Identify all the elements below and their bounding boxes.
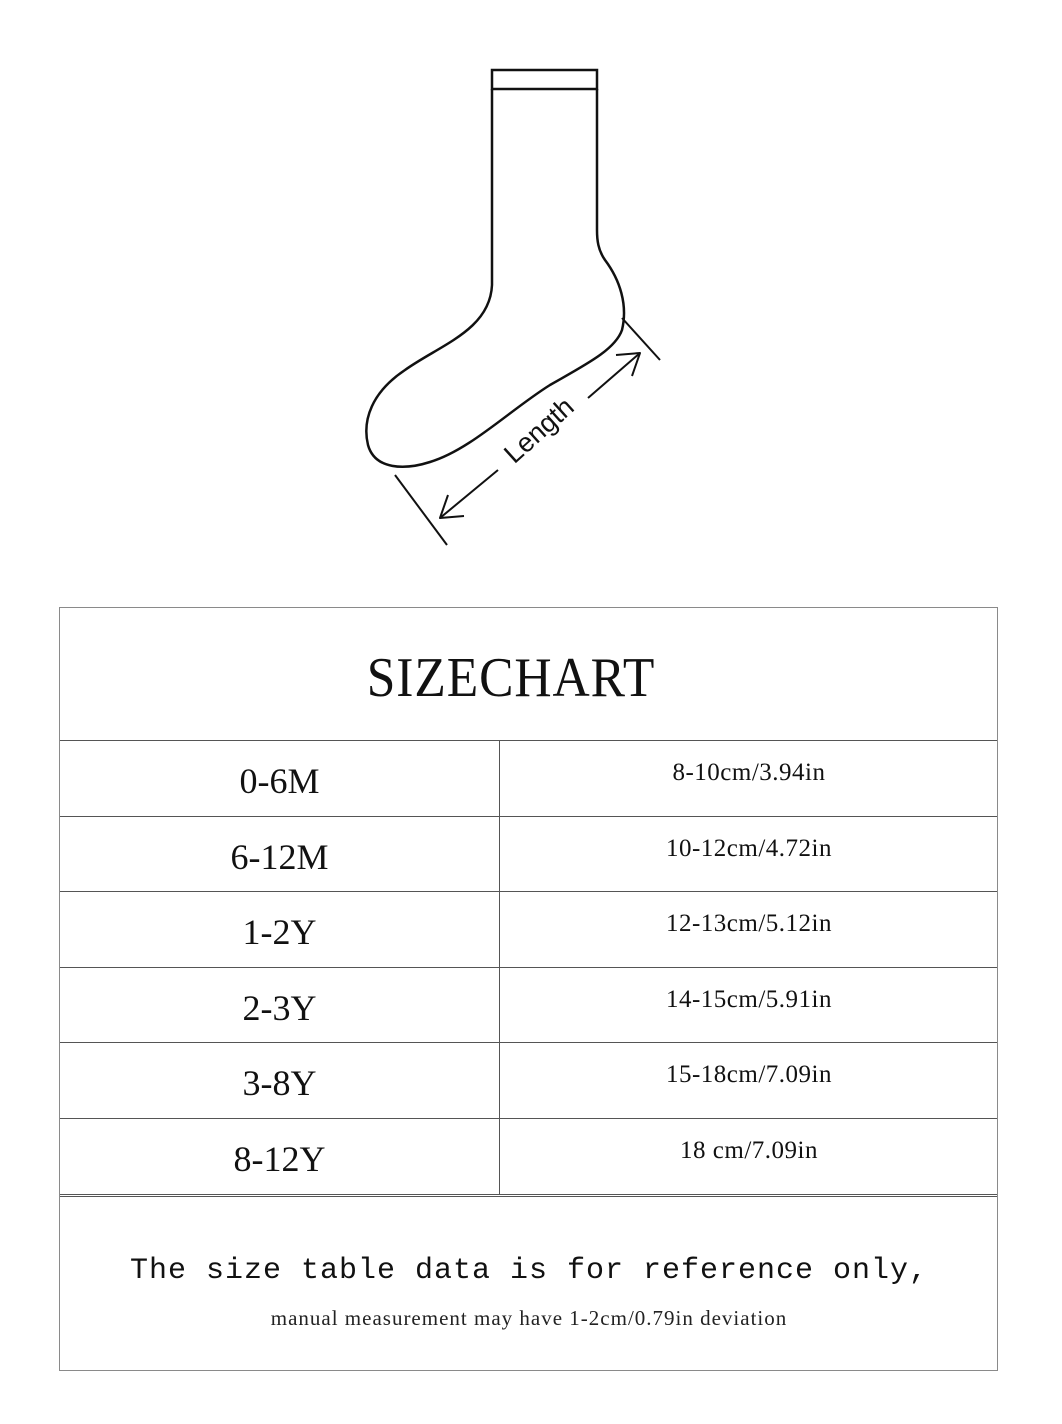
length-cell: 8-10cm/3.94in: [672, 759, 826, 786]
length-cell: 15-18cm/7.09in: [665, 1061, 832, 1088]
length-cell: 12-13cm/5.12in: [665, 910, 832, 937]
deviation-note: manual measurement may have 1-2cm/0.79in deviation: [270, 1306, 788, 1330]
size-cell: 6-12M: [60, 817, 500, 892]
sock-outline-icon: [0, 0, 1062, 600]
reference-note: The size table data is for reference only,: [129, 1254, 929, 1288]
table-row: [60, 817, 997, 893]
size-cell: 1-2Y: [60, 892, 500, 967]
size-chart-table: [59, 607, 998, 1371]
table-row: [60, 968, 997, 1044]
length-cell: 18 cm/7.09in: [680, 1136, 818, 1164]
size-chart-rows: [60, 741, 997, 1197]
length-cell: 10-12cm/4.72in: [665, 834, 832, 862]
size-cell: 3-8Y: [60, 1043, 500, 1118]
size-cell: 2-3Y: [60, 968, 500, 1043]
table-row: [60, 741, 997, 817]
length-cell: 14-15cm/5.91in: [665, 985, 832, 1013]
size-cell: 8-12Y: [60, 1119, 500, 1194]
table-row: [60, 1043, 997, 1119]
size-chart-header: [60, 608, 997, 741]
size-chart-title: SIZECHART: [366, 647, 656, 709]
table-row: [60, 1119, 997, 1197]
sock-illustration: [0, 0, 1062, 600]
length-label: Length: [498, 391, 580, 470]
size-cell: 0-6M: [60, 741, 500, 816]
table-row: [60, 892, 997, 968]
